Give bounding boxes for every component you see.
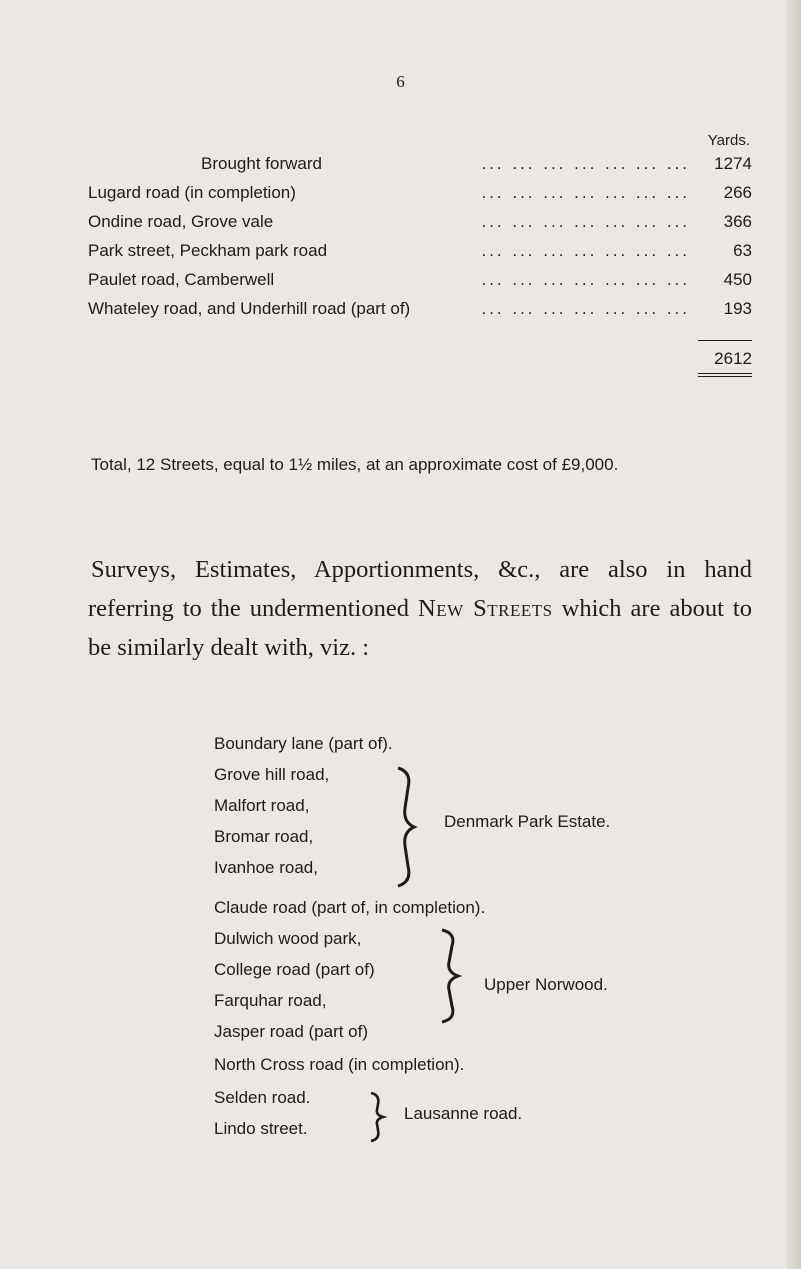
street-north-cross-road: North Cross road (in completion). xyxy=(214,1055,465,1074)
leader-dots: ... ... ... ... ... ... ... xyxy=(481,241,690,260)
brace-icon xyxy=(392,764,420,890)
street-item: Bromar road, xyxy=(214,827,314,846)
row-value: 450 xyxy=(723,270,752,289)
sum-rule xyxy=(698,340,752,341)
paragraph-emphasis: New Streets xyxy=(418,595,553,622)
street-item: Farquhar road, xyxy=(214,991,327,1010)
table-row xyxy=(88,241,752,270)
row-value: 1274 xyxy=(714,154,752,173)
summary-text: Total, 12 Streets, equal to 1½ miles, at an approximate cost of £9,000. xyxy=(91,455,619,474)
street-item: Lindo street. xyxy=(214,1119,308,1138)
street-item: Dulwich wood park, xyxy=(214,929,362,948)
table-total: 2612 xyxy=(714,349,752,368)
row-label: Brought forward xyxy=(201,154,322,173)
street-claude-road: Claude road (part of, in completion). xyxy=(214,898,486,917)
row-value: 63 xyxy=(733,241,752,260)
leader-dots: ... ... ... ... ... ... ... xyxy=(481,212,690,231)
street-item: Grove hill road, xyxy=(214,765,330,784)
group-label-denmark-park: Denmark Park Estate. xyxy=(444,812,611,831)
street-item: Jasper road (part of) xyxy=(214,1022,369,1041)
row-value: 193 xyxy=(723,299,752,318)
table-row xyxy=(88,299,752,328)
street-boundary-lane: Boundary lane (part of). xyxy=(214,734,393,753)
leader-dots: ... ... ... ... ... ... ... xyxy=(481,270,690,289)
table-row xyxy=(88,154,752,183)
row-value: 266 xyxy=(723,183,752,202)
brace-icon xyxy=(436,926,464,1026)
street-item: College road (part of) xyxy=(214,960,375,979)
page-edge xyxy=(787,0,801,1269)
table-row xyxy=(88,212,752,241)
street-item: Selden road. xyxy=(214,1088,311,1107)
leader-dots: ... ... ... ... ... ... ... xyxy=(481,183,690,202)
body-paragraph xyxy=(88,550,752,667)
row-label: Lugard road (in completion) xyxy=(88,183,296,202)
page-number: 6 xyxy=(396,72,405,91)
yards-table xyxy=(88,132,752,377)
table-row xyxy=(88,270,752,299)
row-label: Park street, Peckham park road xyxy=(88,241,328,260)
paragraph-text-end: which are about to be similarly dealt with, viz. : xyxy=(88,595,752,661)
row-value: 366 xyxy=(723,212,752,231)
group-label-lausanne-road: Lausanne road. xyxy=(404,1104,523,1123)
row-label: Ondine road, Grove vale xyxy=(88,212,274,231)
street-item: Ivanhoe road, xyxy=(214,858,318,877)
paragraph-text-start: Surveys, Estimates, Apportionments, &c., are also in hand referring to the undermentioned xyxy=(88,556,752,622)
row-label: Whateley road, and Underhill road (part of) xyxy=(88,299,411,318)
yards-column-header: Yards. xyxy=(707,132,750,149)
row-label: Paulet road, Camberwell xyxy=(88,270,275,289)
leader-dots: ... ... ... ... ... ... ... xyxy=(481,154,690,173)
total-double-rule xyxy=(698,373,752,377)
group-label-upper-norwood: Upper Norwood. xyxy=(484,975,608,994)
leader-dots: ... ... ... ... ... ... ... xyxy=(481,299,690,318)
table-row xyxy=(88,183,752,212)
brace-icon xyxy=(366,1090,388,1144)
street-item: Malfort road, xyxy=(214,796,310,815)
